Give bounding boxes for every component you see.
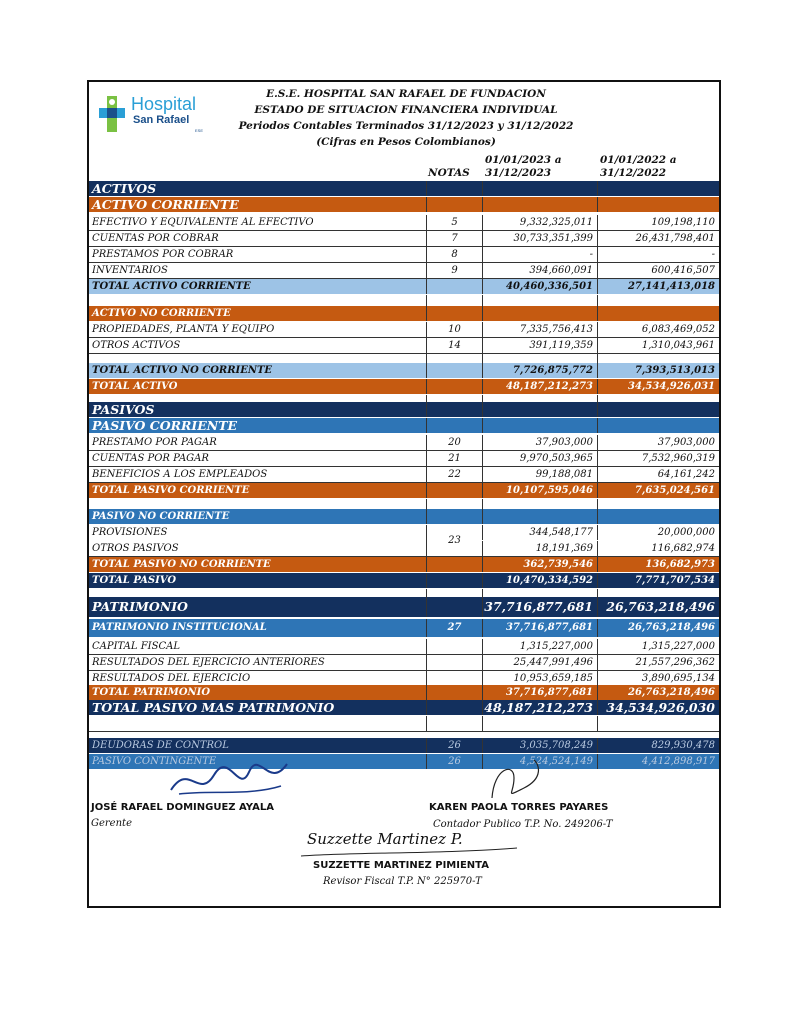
row-label: INVENTARIOS <box>92 265 168 276</box>
hospital-logo <box>97 94 207 142</box>
row-value-2023: 391,119,359 <box>482 338 597 353</box>
row-value-2022: 136,682,973 <box>597 557 719 572</box>
row-label: ACTIVOS <box>92 181 157 196</box>
row-value-2023: 25,447,991,496 <box>482 655 597 670</box>
row-efectivo <box>89 215 719 231</box>
section-activo-no-corriente <box>89 306 719 321</box>
row-label: PRESTAMOS POR COBRAR <box>92 249 234 260</box>
row-label: ACTIVO CORRIENTE <box>92 197 239 212</box>
row-label: TOTAL PASIVO MAS PATRIMONIO <box>92 700 335 715</box>
row-value-2023: - <box>482 247 597 262</box>
row-nota <box>426 483 482 498</box>
row-nota <box>426 197 482 212</box>
row-value-2022: 7,771,707,534 <box>597 573 719 588</box>
total-activo <box>89 379 719 394</box>
row-value-2022: 3,890,695,134 <box>597 671 719 686</box>
total-pasivo-no-corriente <box>89 557 719 572</box>
row-nota <box>426 509 482 524</box>
row-value-2023: 37,716,877,681 <box>482 619 597 637</box>
row-nota: 10 <box>426 322 482 337</box>
row-nota <box>426 639 482 654</box>
row-nota: 5 <box>426 215 482 230</box>
section-pasivo-corriente <box>89 418 719 433</box>
row-value-2023: 30,733,351,399 <box>482 231 597 246</box>
header-line-2: ESTADO DE SITUACION FINANCIERA INDIVIDUAL <box>254 104 558 116</box>
row-value-2023: 7,335,756,413 <box>482 322 597 337</box>
row-value-2023: 48,187,212,273 <box>482 379 597 394</box>
row-nota <box>426 655 482 670</box>
row-label: OTROS ACTIVOS <box>92 340 181 351</box>
row-value-2022: 27,141,413,018 <box>597 279 719 294</box>
row-label: PRESTAMO POR PAGAR <box>92 437 217 448</box>
revisor-title: Revisor Fiscal T.P. N° 225970-T <box>323 876 482 887</box>
row-value-2022: 4,412,898,917 <box>597 754 719 769</box>
row-value-2022: 26,763,218,496 <box>597 597 719 617</box>
row-nota: 27 <box>426 619 482 637</box>
row-value-2022 <box>597 306 719 321</box>
row-label: TOTAL ACTIVO NO CORRIENTE <box>92 365 273 376</box>
row-value-2022 <box>597 181 719 196</box>
row-value-2023 <box>482 716 597 731</box>
total-pasivo <box>89 573 719 588</box>
total-pasivo-corriente <box>89 483 719 498</box>
logo-name: Hospital <box>131 94 197 114</box>
row-nota <box>426 685 482 700</box>
row-value-2022: 7,635,024,561 <box>597 483 719 498</box>
row-inventarios <box>89 263 719 279</box>
row-value-2023: 3,035,708,249 <box>482 738 597 753</box>
row-label: PASIVO CONTINGENTE <box>92 756 217 767</box>
row-nota: 26 <box>426 738 482 753</box>
contador-title: Contador Publico T.P. No. 249206-T <box>433 819 613 830</box>
row-value-2023: 48,187,212,273 <box>482 700 597 715</box>
row-value-2022: 34,534,926,031 <box>597 379 719 394</box>
row-label: PROPIEDADES, PLANTA Y EQUIPO <box>92 324 275 335</box>
row-value-2023 <box>482 306 597 321</box>
row-value-2023 <box>482 418 597 433</box>
gerente-signature-scribble <box>169 760 289 800</box>
row-nota <box>426 716 482 731</box>
row-provisiones <box>89 525 719 546</box>
section-activo-corriente <box>89 197 719 212</box>
row-label: DEUDORAS DE CONTROL <box>92 740 229 751</box>
row-label: EFECTIVO Y EQUIVALENTE AL EFECTIVO <box>92 217 314 228</box>
row-value-2023: 99,188,081 <box>482 467 597 482</box>
row-nota <box>426 557 482 572</box>
row-cuentas-por-cobrar <box>89 231 719 247</box>
section-pasivos <box>89 402 719 417</box>
row-propiedades <box>89 322 719 338</box>
row-value-2023: 4,524,524,149 <box>482 754 597 769</box>
row-capital-fiscal <box>89 639 719 655</box>
row-nota: 9 <box>426 263 482 278</box>
section-pasivo-no-corriente <box>89 509 719 524</box>
row-nota: 7 <box>426 231 482 246</box>
header-line-3: Periodos Contables Terminados 31/12/2023 y 31/12/2022 <box>238 120 574 132</box>
row-value-2022 <box>597 509 719 524</box>
row-label <box>89 716 426 731</box>
row-value-2022 <box>597 716 719 731</box>
row-value-2022: 34,534,926,030 <box>597 700 719 715</box>
row-value-2023: 9,970,503,965 <box>482 451 597 466</box>
row-value-2023: 37,903,000 <box>482 435 597 450</box>
row-nota <box>426 279 482 294</box>
row-value-2022: 1,310,043,961 <box>597 338 719 353</box>
logo-ese: ESE <box>195 128 204 133</box>
col-header-2022-a: 01/01/2022 a <box>600 154 677 166</box>
row-value-2022: 600,416,507 <box>597 263 719 278</box>
row-deudoras-control <box>89 738 719 753</box>
row-value-2022: 21,557,296,362 <box>597 655 719 670</box>
row-value-2023: 10,107,595,046 <box>482 483 597 498</box>
row-nota <box>426 671 482 686</box>
financial-statement <box>87 80 721 908</box>
row-label: PROVISIONES <box>92 527 168 538</box>
row-nota: 26 <box>426 754 482 769</box>
row-value-2023: 10,470,334,592 <box>482 573 597 588</box>
row-value-2022: 6,083,469,052 <box>597 322 719 337</box>
row-resultados-anteriores <box>89 655 719 671</box>
row-otros-activos <box>89 338 719 354</box>
row-value-2023 <box>482 402 597 417</box>
row-value-2023: 1,315,227,000 <box>482 639 597 654</box>
row-value-2022: 37,903,000 <box>597 435 719 450</box>
row-value-2023: 7,726,875,772 <box>482 363 597 378</box>
row-nota: 22 <box>426 467 482 482</box>
row-nota: 21 <box>426 451 482 466</box>
row-label: RESULTADOS DEL EJERCICIO <box>92 673 251 684</box>
contador-name: KAREN PAOLA TORRES PAYARES <box>429 802 609 813</box>
row-value-2022: - <box>597 247 719 262</box>
row-nota <box>426 181 482 196</box>
col-header-2023-b: 31/12/2023 <box>485 167 552 179</box>
section-patrimonio <box>89 597 719 617</box>
row-label: PASIVO NO CORRIENTE <box>92 511 230 522</box>
revisor-handwriting: Suzzette Martinez P. <box>307 830 463 848</box>
row-label: PASIVOS <box>92 402 155 417</box>
col-header-2022-b: 31/12/2022 <box>600 167 667 179</box>
row-value-2023: 362,739,546 <box>482 557 597 572</box>
row-value-2023: 37,716,877,681 <box>482 597 597 617</box>
gerente-title: Gerente <box>91 818 132 829</box>
row-value-2023: 10,953,659,185 <box>482 671 597 686</box>
row-label: TOTAL PASIVO <box>92 575 177 586</box>
row-value-2022: 26,763,218,496 <box>597 619 719 637</box>
row-label: PATRIMONIO INSTITUCIONAL <box>92 622 267 633</box>
row-label: ACTIVO NO CORRIENTE <box>92 308 231 319</box>
row-label: OTROS PASIVOS <box>92 543 179 554</box>
row-nota <box>426 379 482 394</box>
row-cuentas-por-pagar <box>89 451 719 467</box>
total-activo-corriente <box>89 279 719 294</box>
row-nota <box>426 418 482 433</box>
row-value-2023: 9,332,325,011 <box>482 215 597 230</box>
row-nota <box>426 363 482 378</box>
row-value-2023 <box>482 197 597 212</box>
contador-signature-scribble <box>484 758 544 802</box>
row-value-2023: 37,716,877,681 <box>482 685 597 700</box>
row-value-2022: 20,000,000 <box>597 525 719 540</box>
header-line-4: (Cifras en Pesos Colombianos) <box>316 136 496 148</box>
row-nota: 8 <box>426 247 482 262</box>
row-value-2023: 18,191,369 <box>482 541 597 556</box>
row-value-2022: 7,532,960,319 <box>597 451 719 466</box>
row-prestamos-por-cobrar <box>89 247 719 263</box>
section-activos <box>89 181 719 196</box>
row-label: CUENTAS POR COBRAR <box>92 233 219 244</box>
row-value-2022: 26,763,218,496 <box>597 685 719 700</box>
row-value-2022: 1,315,227,000 <box>597 639 719 654</box>
row-value-2023 <box>482 509 597 524</box>
total-pasivo-mas-patrimonio <box>89 700 719 715</box>
gerente-name: JOSÉ RAFAEL DOMINGUEZ AYALA <box>91 802 274 813</box>
row-nota: 20 <box>426 435 482 450</box>
row-value-2022: 26,431,798,401 <box>597 231 719 246</box>
row-patrimonio-institucional <box>89 619 719 637</box>
row-nota <box>426 573 482 588</box>
row-label: BENEFICIOS A LOS EMPLEADOS <box>92 469 268 480</box>
row-value-2023: 344,548,177 <box>482 525 597 540</box>
logo-subtitle: San Rafael <box>133 114 190 126</box>
row-value-2022 <box>597 418 719 433</box>
row-value-2022 <box>597 197 719 212</box>
row-nota: 23 <box>426 525 482 556</box>
col-header-notas: NOTAS <box>428 167 470 179</box>
row-value-2022 <box>597 402 719 417</box>
row-value-2023: 40,460,336,501 <box>482 279 597 294</box>
row-value-2022: 829,930,478 <box>597 738 719 753</box>
revisor-name: SUZZETTE MARTINEZ PIMIENTA <box>313 860 489 871</box>
row-label: TOTAL PASIVO NO CORRIENTE <box>92 559 271 570</box>
row-label: TOTAL PATRIMONIO <box>92 687 211 698</box>
row-nota <box>426 700 482 715</box>
spacer <box>89 716 719 732</box>
row-nota <box>426 306 482 321</box>
row-value-2022: 116,682,974 <box>597 541 719 556</box>
row-value-2023 <box>482 181 597 196</box>
row-value-2023: 394,660,091 <box>482 263 597 278</box>
row-label: RESULTADOS DEL EJERCICIO ANTERIORES <box>92 657 325 668</box>
row-label: TOTAL ACTIVO CORRIENTE <box>92 281 251 292</box>
col-header-2023-a: 01/01/2023 a <box>485 154 562 166</box>
row-prestamo-por-pagar <box>89 435 719 451</box>
row-nota <box>426 402 482 417</box>
row-label: TOTAL ACTIVO <box>92 381 178 392</box>
total-patrimonio <box>89 685 719 700</box>
row-label: PASIVO CORRIENTE <box>92 418 238 433</box>
row-value-2022: 7,393,513,013 <box>597 363 719 378</box>
row-beneficios-empleados <box>89 467 719 483</box>
row-value-2022: 109,198,110 <box>597 215 719 230</box>
total-activo-no-corriente <box>89 363 719 378</box>
row-otros-pasivos <box>89 541 719 557</box>
header-line-1: E.S.E. HOSPITAL SAN RAFAEL DE FUNDACION <box>266 88 546 100</box>
row-label: CAPITAL FISCAL <box>92 641 180 652</box>
row-label: PATRIMONIO <box>92 599 188 614</box>
row-label: TOTAL PASIVO CORRIENTE <box>92 485 250 496</box>
row-value-2022: 64,161,242 <box>597 467 719 482</box>
row-label: CUENTAS POR PAGAR <box>92 453 209 464</box>
row-nota: 14 <box>426 338 482 353</box>
row-nota <box>426 597 482 617</box>
